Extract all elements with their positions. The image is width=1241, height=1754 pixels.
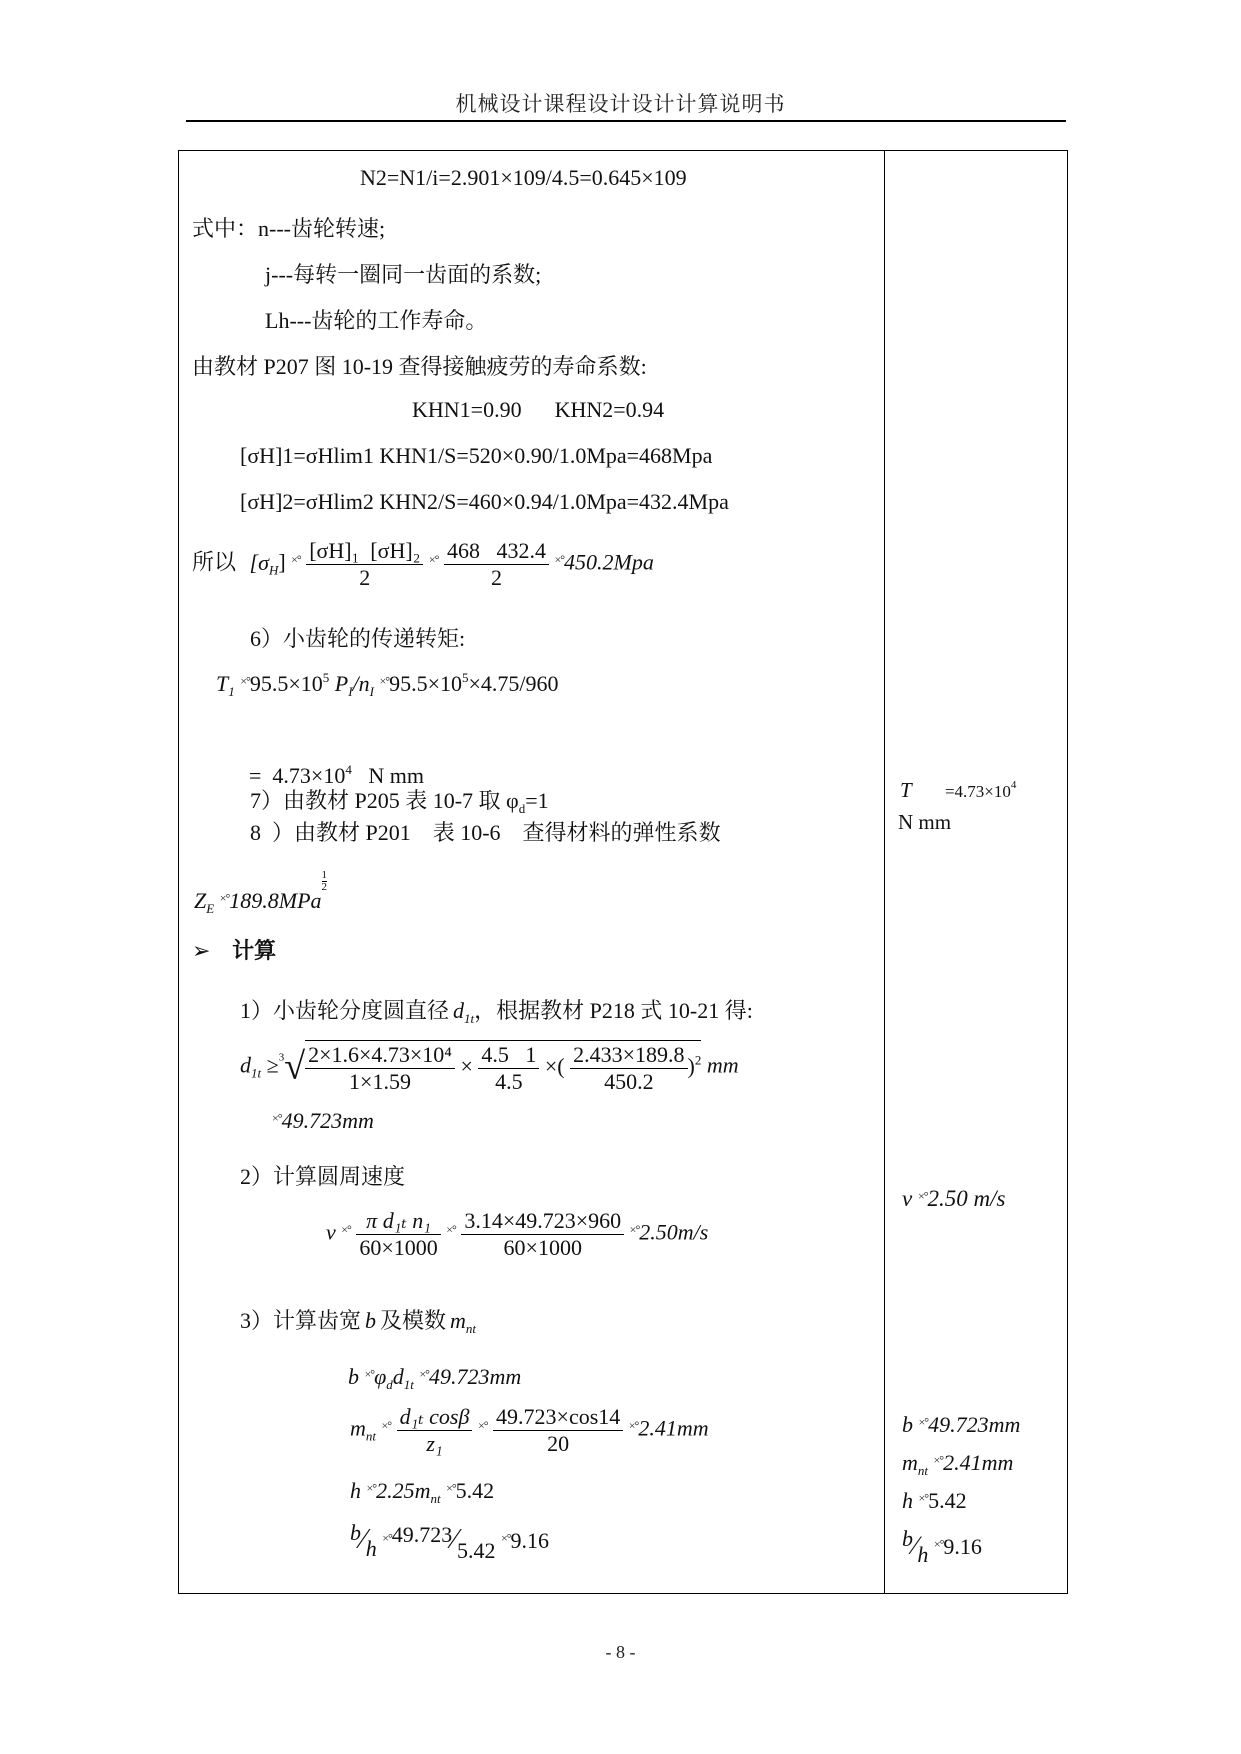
mnt-frac1 [397,1404,473,1457]
t1-expr3: ×4.75/960 [468,671,559,696]
step7-sub: d [518,801,526,816]
ze-lhs: Z [194,888,207,913]
v-result: 2.50m/s [639,1219,709,1245]
definition-j: j---每转一圈同一齿面的系数; [265,262,542,287]
b-d: d [392,1364,404,1389]
side-t-unit: N mm [898,810,952,834]
avg-prefix: 所以 [192,549,237,575]
equals-glyph: ×° [219,891,230,905]
side-h-lhs: h [902,1488,913,1513]
mnt-frac1-den: z₁ [426,1431,443,1456]
equals-glyph: ×° [419,1367,429,1381]
calc1-text1: 1）小齿轮分度圆直径 [240,998,450,1023]
n2-equation: N2=N1/i=2.901×109/4.5=0.645×109 [360,165,687,190]
ze-equation [194,870,327,917]
equals-glyph: ×° [477,1418,488,1433]
equals-glyph: ×° [272,1111,282,1125]
equals-glyph: ×° [500,1531,511,1545]
calc3-b: b [365,1308,377,1333]
v-frac1-den: 60×1000 [359,1235,438,1260]
equals-glyph: ×° [933,1537,944,1551]
mnt-frac1-num: d₁ₜ cosβ [397,1404,473,1431]
slash-glyph: ⁄ [913,1531,918,1560]
avg-frac2-den: 2 [490,565,502,590]
calc3-m: m [450,1308,466,1333]
ze-lhs-sub: E [206,901,215,916]
calc2-label: 2）计算圆周速度 [240,1164,406,1189]
equals-glyph: ×° [291,552,301,567]
b-result: 49.723mm [428,1364,522,1389]
bh-h: h [365,1536,377,1561]
avg-lhs-close: ] [278,549,286,575]
h-result: 5.42 [455,1478,495,1503]
sqrt-icon: √ [284,1045,306,1088]
ze-exp-den: 2 [321,881,328,893]
khn-intro: 由教材 P207 图 10-19 查得接触疲劳的寿命系数: [192,354,647,379]
calc1-var-sub: 1t [464,1011,475,1026]
equals-glyph: ×° [364,1367,375,1381]
mnt-lhs-sub: nt [365,1428,377,1444]
ze-value: 189.8MPa [229,888,322,913]
step7-line [250,784,549,817]
b-phi-sub: d [386,1377,393,1392]
mnt-frac2-den: 20 [547,1431,570,1456]
d1t-frac1-num: 2×1.6×4.73×10⁴ [305,1042,455,1069]
equals-glyph: ×° [240,674,250,688]
side-t-result [900,778,1016,803]
side-bh-value: 9.16 [943,1534,982,1559]
t1-p: P [334,671,349,696]
side-m-sub: nt [917,1463,929,1478]
b-phi: φ [374,1364,387,1389]
equals-glyph: ×° [918,1415,929,1429]
page-number: - 8 - [605,1642,636,1662]
avg-result: 450.2Mpa [564,549,654,575]
ze-exp-num: 1 [321,869,328,881]
v-frac1 [356,1208,440,1261]
t1-slash-n: /n [352,671,370,696]
d1t-frac3 [570,1042,687,1095]
sigma-h2-equation: [σH]2=σHlim2 KHN2/S=460×0.94/1.0Mpa=432.4Mpa [240,489,729,514]
d1t-frac3-den: 450.2 [604,1069,654,1094]
side-v-result [902,1186,1006,1212]
d1t-root-index: 3 [278,1051,285,1064]
t1-exp2: 5 [462,670,469,685]
d1t-frac1-den: 1×1.59 [349,1069,411,1094]
section-heading [192,934,276,965]
sigma-h1-equation: [σH]1=σHlim1 KHN1/S=520×0.90/1.0Mpa=468Mpa [240,443,713,468]
t1-lhs: T [216,671,229,696]
d1t-frac2-den: 4.5 [495,1069,523,1094]
mnt-lhs: m [350,1415,366,1441]
avg-lhs-sub: H [268,562,279,578]
header-rule [186,120,1066,122]
d1t-unit: mm [706,1052,739,1078]
side-b-lhs: b [902,1412,913,1437]
slash-glyph: ⁄ [452,1524,457,1555]
calc1-line [240,994,753,1027]
t1-p-sub: I [348,684,353,699]
t1-exp1: 5 [322,670,330,685]
definition-n: 式中：n---齿轮转速; [192,216,386,241]
definition-lh: Lh---齿轮的工作寿命。 [265,308,488,333]
avg-frac1-den: 2 [359,565,371,590]
t1-result-line [238,736,424,789]
side-m-value: 2.41mm [943,1450,1014,1475]
equals-glyph: ×° [918,1491,929,1505]
side-v-lhs: v [902,1186,913,1211]
avg-frac2-num: 468 432.4 [444,538,549,565]
side-m-lhs: m [902,1450,918,1475]
v-frac2-den: 60×1000 [503,1235,582,1260]
equals-glyph: ×° [366,1481,377,1495]
equals-glyph: ×° [446,1481,456,1495]
d1t-frac3-num: 2.433×189.8 [570,1042,687,1069]
t1-equation [216,670,559,700]
side-t-label: T [900,778,912,802]
d1t-frac2 [478,1042,539,1095]
mnt-frac2-num: 49.723×cos14 [493,1404,623,1431]
side-h-result [902,1488,967,1514]
mnt-equation [350,1404,709,1457]
equals-glyph: ×° [341,1222,351,1237]
mnt-frac2 [493,1404,623,1457]
d1t-lhs: d [240,1052,251,1078]
mnt-result: 2.41mm [638,1415,709,1441]
d1t-frac2-num: 4.5 1 [478,1042,539,1069]
h-equation [350,1478,494,1507]
b-d-sub: 1t [403,1377,414,1392]
page-header-title: 机械设计课程设计设计计算说明书 [455,92,786,116]
section-title: 计算 [232,939,277,964]
t1-result: = 4.73×10 [249,763,346,788]
slash-glyph: ⁄ [361,1524,366,1555]
calc3-m-sub: nt [465,1321,477,1336]
step7-suffix: =1 [525,788,549,813]
side-bh-h: h [917,1542,929,1567]
arrow-bullet-icon: ➢ [192,939,211,964]
d1t-result-line [272,1108,374,1134]
step8-line: 8 ）由教材 P201 表 10-6 查得材料的弹性系数 [250,820,721,845]
equals-glyph: ×° [933,1453,944,1467]
t1-expr2: 95.5×10 [389,671,463,696]
equals-glyph: ×° [628,1418,639,1433]
avg-frac1-num: [σH]₁ [σH]₂ [306,538,423,565]
h-expr-sub: nt [430,1491,441,1506]
calc3-text1: 3）计算齿宽 [240,1308,362,1333]
v-equation [326,1208,708,1261]
side-bh-result [902,1526,982,1568]
side-v-value: 2.50 m/s [927,1186,1006,1211]
bh-den: 5.42 [456,1538,496,1563]
step7-prefix: 7）由教材 P205 表 10-7 取 φ [250,788,519,813]
column-divider [884,150,885,1594]
equals-glyph: ×° [382,1531,392,1545]
t1-result-unit: N mm [368,763,424,788]
equals-glyph: ×° [381,1418,392,1433]
avg-fraction-numeric [444,538,549,591]
b-lhs: b [348,1364,359,1389]
bh-num: 49.723 [391,1522,453,1547]
t1-n-sub: I [369,684,375,699]
h-expr: 2.25m [376,1478,431,1503]
side-b-value: 49.723mm [928,1412,1021,1437]
equals-glyph: ×° [379,674,390,688]
side-m-result [902,1450,1013,1479]
bh-result: 9.16 [510,1528,550,1553]
d1t-lhs-sub: 1t [251,1065,262,1081]
d1t-formula [240,1040,739,1095]
avg-fraction-symbolic [306,538,423,591]
d1t-result: 49.723mm [281,1108,374,1133]
avg-lhs: [σ [249,549,269,575]
bh-b: b [350,1520,361,1545]
ze-exponent [322,870,328,893]
side-bh-b: b [902,1526,913,1551]
v-frac2-num: 3.14×49.723×960 [461,1208,624,1235]
d1t-exp: 2 [694,1052,702,1068]
calc1-text2: ，根据教材 P218 式 10-21 得: [474,998,753,1023]
side-t-value: =4.73×10 [944,782,1011,801]
v-frac1-num: π d₁ₜ n₁ [356,1208,440,1235]
b-equation [348,1364,521,1393]
side-h-value: 5.42 [928,1488,967,1513]
step6-label: 6）小齿轮的传递转矩: [250,626,466,651]
calc3-text2: 及模数 [380,1308,447,1333]
equals-glyph: ×° [554,552,565,567]
side-t-exp: 4 [1010,779,1017,791]
equals-glyph: ×° [629,1222,640,1237]
equals-glyph: ×° [917,1189,928,1203]
t1-expr1: 95.5×10 [249,671,323,696]
d1t-geq: ≥ [266,1052,279,1078]
calc3-line [240,1304,476,1337]
d1t-frac1 [305,1042,455,1095]
h-lhs: h [350,1478,361,1503]
equals-glyph: ×° [446,1222,456,1237]
equals-glyph: ×° [428,552,439,567]
t1-result-exp: 4 [345,762,352,777]
side-b-result [902,1412,1020,1438]
bh-equation [350,1520,549,1564]
khn-values: KHN1=0.90 KHN2=0.94 [412,397,665,422]
v-lhs: v [326,1219,336,1245]
calc1-var: d [453,998,465,1023]
sigma-average-equation [192,538,654,591]
t1-lhs-sub: 1 [228,684,235,699]
d1t-radicand: $\frac{\text{2×1.6×4.73×10⁴}}{1\times 1.59}$ × $\frac{4.5 1}{4.5}$ ×( $\frac{2.433\times 189.8}{450.2}$ )$^2$ [305,1040,701,1095]
v-frac2 [461,1208,624,1261]
